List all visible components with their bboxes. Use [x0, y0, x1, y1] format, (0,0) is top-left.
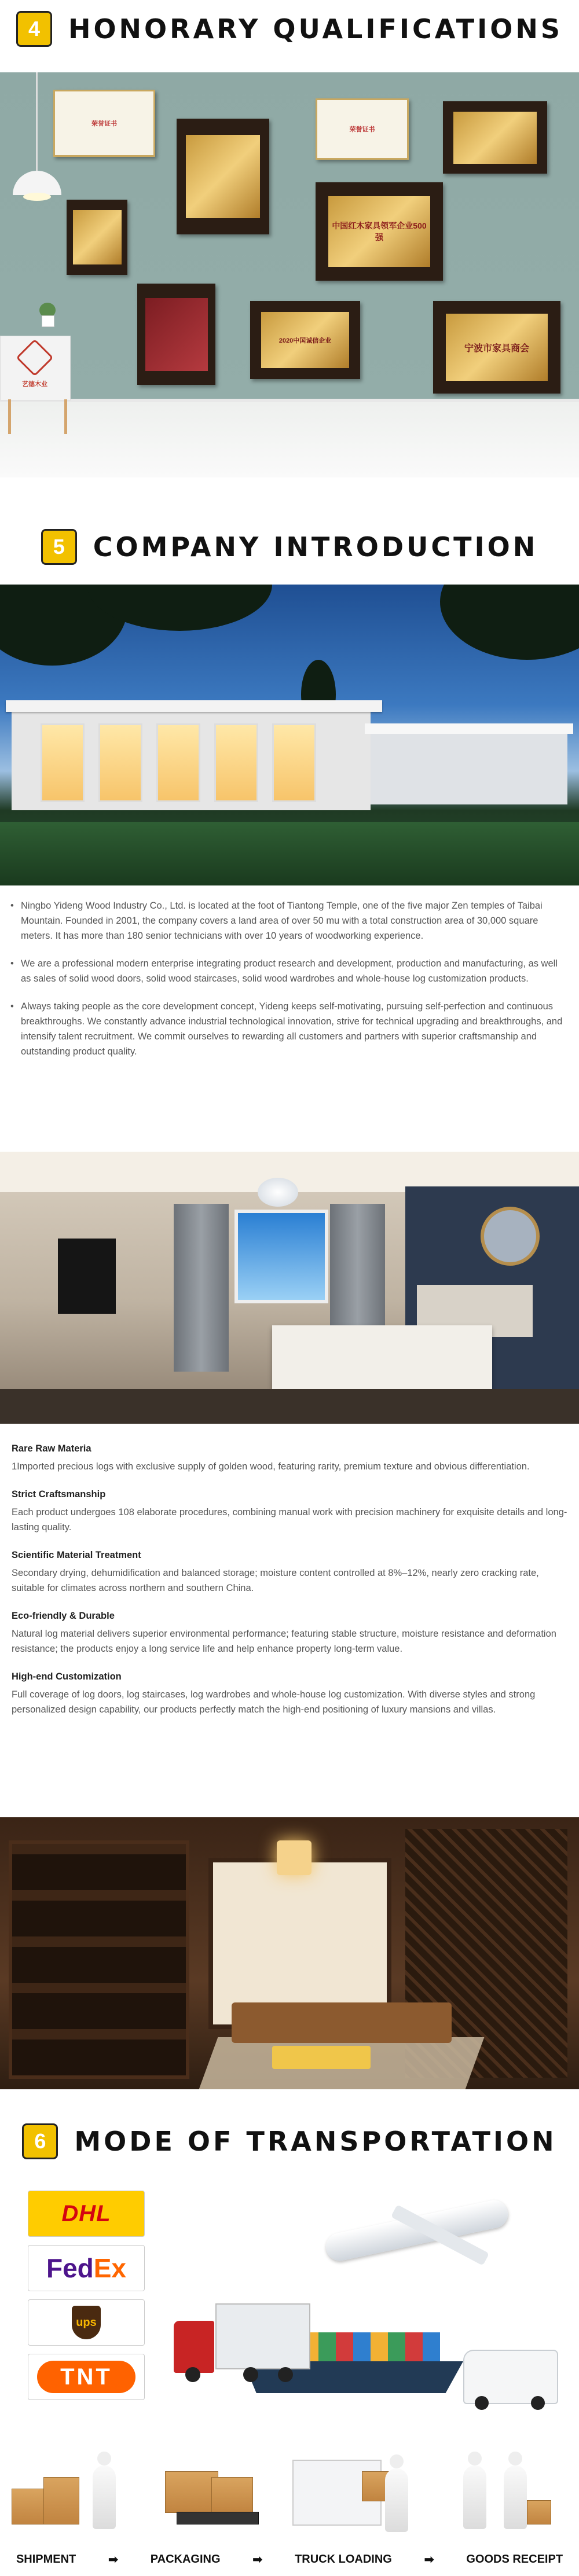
bedroom-window	[234, 1210, 328, 1303]
lit-window	[156, 723, 200, 802]
bed	[272, 1325, 492, 1389]
process-illustrations	[0, 2431, 579, 2546]
logo-icon	[16, 339, 53, 376]
wall-tv	[58, 1239, 116, 1314]
ups-shield: ups	[72, 2306, 101, 2339]
lamp-cord	[36, 72, 38, 171]
feature-title: Strict Craftsmanship	[12, 1489, 106, 1500]
feature-text: Natural log material delivers superior environmental performance; featuring stable structure, moisture resistance and deformation resistance; the products enjoy a long service life and help enhance property long-term value.	[12, 1629, 556, 1654]
truck-loading-illustration	[292, 2437, 408, 2541]
step-packaging: PACKAGING	[150, 2553, 221, 2566]
cabinet-legs	[8, 399, 67, 434]
airplane-icon	[290, 2182, 533, 2280]
step-truck-loading: TRUCK LOADING	[295, 2553, 392, 2566]
feature-text: 1Imported precious logs with exclusive supply of golden wood, featuring rarity, premium texture and obvious differentiation.	[12, 1461, 530, 1472]
section-number-badge: 5	[41, 529, 77, 565]
feature-item	[12, 1669, 567, 1717]
feature-title: Rare Raw Materia	[12, 1443, 91, 1454]
features-list	[12, 1441, 567, 1730]
transport-illustration	[174, 2182, 567, 2419]
villa-roof	[6, 700, 382, 712]
fedex-logo	[28, 2245, 145, 2291]
feature-text: Each product undergoes 108 elaborate procedures, combining manual work with precision machinery for exquisite details and long-lasting quality.	[12, 1507, 567, 1533]
packaging-illustration	[153, 2437, 269, 2541]
curtain	[174, 1204, 229, 1372]
certificate-text: 荣誉证书	[91, 120, 117, 127]
lit-window	[98, 723, 142, 802]
arrow-right-icon: ➡	[108, 2553, 118, 2566]
floor	[0, 1389, 579, 1424]
red-plaque	[145, 298, 208, 371]
coffee-table	[272, 2046, 371, 2069]
feature-title: Scientific Material Treatment	[12, 1550, 141, 1560]
step-shipment: SHIPMENT	[16, 2553, 76, 2566]
feature-item	[12, 1487, 567, 1535]
section-title: MODE OF TRANSPORTATION	[74, 2126, 557, 2157]
company-logo	[14, 344, 55, 388]
villa-photo	[0, 585, 579, 885]
section-title: HONORARY QUALIFICATIONS	[68, 13, 563, 45]
round-mirror	[481, 1207, 540, 1266]
pendant-lamp	[13, 171, 61, 195]
tree-silhouette	[440, 585, 579, 660]
honor-wall-image	[0, 72, 579, 477]
lit-window	[272, 723, 316, 802]
dhl-logo-text: DHL	[61, 2200, 111, 2226]
plaque-frame	[250, 301, 360, 379]
plaque-text: 2020中国诚信企业	[261, 312, 349, 368]
section-header-company	[0, 518, 579, 576]
bedroom-photo	[0, 1152, 579, 1424]
section-number-badge: 6	[22, 2123, 58, 2159]
intro-paragraph: • Ningbo Yideng Wood Industry Co., Ltd. is located at the foot of Tiantong Temple, one of the five major Zen temples of Taibai Mountain. Founded in 2001, the company covers a land area of over 50 mu with a total construction area of 30,000 square meters. It has more than 180 senior technicians with over 10 years of woodworking experience.	[10, 898, 566, 943]
lawn	[0, 822, 579, 885]
process-steps	[0, 2546, 579, 2573]
section-header-transport	[0, 2112, 579, 2170]
feature-title: Eco-friendly & Durable	[12, 1611, 115, 1621]
step-goods-receipt: GOODS RECEIPT	[466, 2553, 563, 2566]
certificate-frame	[316, 98, 409, 160]
tnt-logo-text: TNT	[37, 2361, 135, 2393]
lit-window	[214, 723, 258, 802]
floor	[0, 402, 579, 477]
certificate-text: 荣誉证书	[349, 126, 375, 133]
section-number-badge: 4	[16, 11, 52, 47]
truck-icon	[174, 2303, 307, 2379]
plaque-frame	[67, 200, 127, 275]
intro-paragraph: • Always taking people as the core development concept, Yideng keeps self-motivating, pursuing self-perfection and continuous breakthroughs. We constantly advance industrial technological innovation, strive for technical upgrading and breakthroughs, and intensify talent recruitment. We commit ourselves to rewarding all customers and partners with superior craftsmanship and outstanding product quality.	[10, 999, 566, 1059]
arrow-right-icon: ➡	[424, 2553, 434, 2566]
lamp-glow	[23, 193, 51, 201]
sofa	[232, 2002, 452, 2043]
fedex-logo-ex: Ex	[93, 2253, 127, 2283]
tnt-logo	[28, 2354, 145, 2400]
gold-plaque	[73, 210, 122, 264]
delivery-van-icon	[463, 2350, 558, 2404]
plaque-frame	[137, 284, 215, 385]
gold-plaque	[186, 135, 260, 218]
section-title: COMPANY INTRODUCTION	[93, 531, 538, 563]
potted-plant	[36, 304, 59, 327]
plaque-frame	[443, 101, 547, 174]
dhl-logo	[28, 2191, 145, 2237]
company-intro-text	[10, 898, 566, 1072]
fedex-logo-fed: Fed	[46, 2253, 94, 2283]
intro-paragraph: • We are a professional modern enterprise integrating product research and development, production and manufacturing, as well as sales of solid wood doors, solid wood staircases, solid wood wardrobes and whole-house log customization products.	[10, 956, 566, 986]
plaque-frame	[316, 182, 443, 281]
feature-text: Full coverage of log doors, log staircases, log wardrobes and whole-house log customization. With diverse styles and strong personalized design capability, our products perfectly match the high-end positioning of luxury mansions and villas.	[12, 1689, 536, 1715]
plaque-frame	[433, 301, 560, 394]
living-room-photo	[0, 1817, 579, 2089]
villa-wing	[371, 732, 567, 804]
plaque-frame	[177, 119, 269, 234]
lit-window	[41, 723, 85, 802]
pergola	[365, 723, 573, 734]
arrow-right-icon: ➡	[252, 2553, 263, 2566]
gold-plaque	[453, 112, 537, 164]
logo-text: 艺德木业	[22, 381, 47, 388]
pendant-lantern	[277, 1840, 312, 1875]
feature-text: Secondary drying, dehumidification and balanced storage; moisture content controlled at 8%–12%, nearly zero cracking rate, suitable for climates across northern and southern China.	[12, 1568, 539, 1593]
wooden-shelf	[9, 1840, 189, 2079]
feature-item	[12, 1548, 567, 1596]
feature-title: High-end Customization	[12, 1671, 122, 1682]
goods-receipt-illustration	[440, 2437, 556, 2541]
chandelier	[258, 1178, 298, 1207]
certificate-frame	[53, 90, 155, 157]
section-header-honorary	[0, 0, 579, 58]
ups-logo	[28, 2299, 145, 2346]
plaque-text: 宁波市家具商会	[446, 314, 548, 380]
plaque-text: 中国红木家具领军企业500强	[328, 196, 430, 267]
feature-item	[12, 1441, 567, 1474]
shipment-illustration	[12, 2437, 127, 2541]
feature-item	[12, 1608, 567, 1656]
carrier-logos	[28, 2191, 146, 2408]
